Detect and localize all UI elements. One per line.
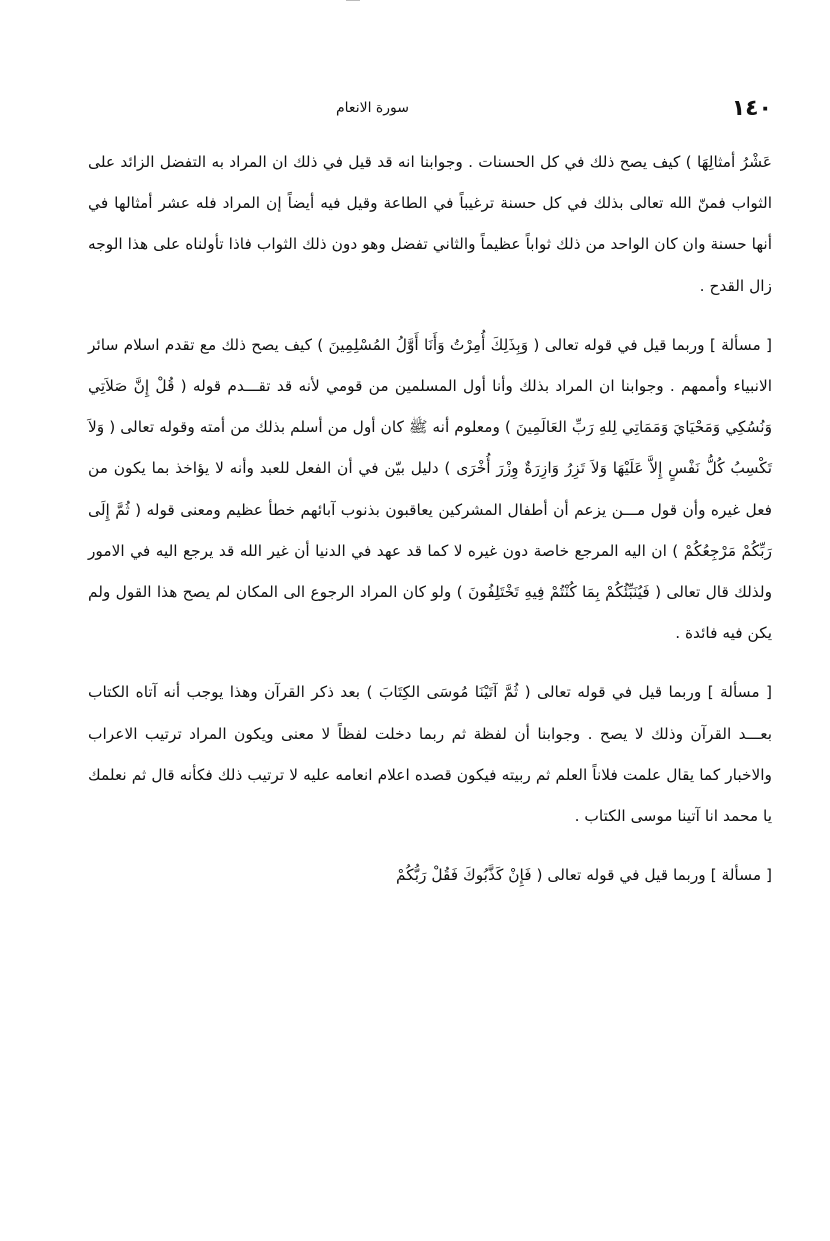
page-header xyxy=(88,88,772,132)
paragraph-continuation: عَشْرُ أمثالِهَا ) كيف يصح ذلك في كل الحسنات . وجوابنا انه قد قيل في ذلك ان المراد به التفضل الزائد على الثواب فمنّ الله تعالى بذلك في كل حسنة ترغيباً في الطاعة وقيل فيه أيضاً إن المراد فله عشر أمثالها في أنها حسنة وان كان الواحد من ذلك ثواباً عظيماً والثاني تفضل وهو دون ذلك الثواب فاذا تأولناه على هذا الوجه زال القدح . xyxy=(88,153,772,295)
running-title: سورة الانعام xyxy=(336,100,409,116)
paragraph-question: [ مسألة ] وربما قيل في قوله تعالى ( ثُمَّ آتَيْنَا مُوسَى الكِتَابَ ) بعد ذكر القرآن وهذا يوجب أنه آتاه الكتاب بعـــد القرآن وذلك لا يصح . وجوابنا أن لفظة ثم ربما دخلت لفظاً لا معنى ويكون المراد ترتيب الاعراب والاخبار كما يقال علمت فلاناً العلم ثم ربيته فيكون قصده اعلام انعامه عليه لا ترتيب ذلك فكأنه قال ثم نعلمك يا محمد انا آتينا موسى الكتاب . xyxy=(88,683,772,826)
top-ornament xyxy=(346,0,360,6)
paragraph-question: [ مسألة ] وربما قيل في قوله تعالى ( وَبِذَلِكَ أُمِرْتُ وَأَنَا أَوَّلُ المُسْلِمِينَ ) كيف يصح ذلك مع تقدم اسلام سائر الانبياء وأممهم . وجوابنا ان المراد بذلك وأنا أول المسلمين من قومي لأنه قد تقـــدم قوله ( قُلْ إِنَّ صَلاَتِي وَنُسُكِي وَمَحْيَايَ وَمَمَاتِي لِلهِ رَبِّ العَالَمِينَ ) ومعلوم أنه ﷺ كان أول من أسلم بذلك من أمته وقوله تعالى ( وَلاَ تَكْسِبُ كُلُّ نَفْسٍ إِلاَّ عَلَيْهَا وَلاَ تَزِرُ وَازِرَةٌ وِزْرَ أُخْرَى ) دليل بيّن في أن الفعل للعبد وأنه لا يؤاخذ بما يكون من فعل غيره وأن قول مـــن يزعم أن أطفال المشركين يعاقبون بذنوب آبائهم خطأ عظيم ومعنى قوله ( ثُمَّ إِلَى رَبِّكُمْ مَرْجِعُكُمْ ) ان اليه المرجع خاصة دون غيره لا كما قد عهد في الدنيا أن غير الله قد يرجع اليه في الامور ولذلك قال تعالى ( فَيُنَبِّئُكُمْ بِمَا كُنْتُمْ فِيهِ تَخْتَلِفُونَ ) ولو كان المراد الرجوع الى المكان لم يصح هذا القول ولم يكن فيه فائدة . xyxy=(88,335,772,643)
page xyxy=(88,88,772,1208)
paragraph-question: [ مسألة ] وربما قيل في قوله تعالى ( فَإِنْ كَذَّبُوكَ فَقُلْ رَبُّكُمْ xyxy=(396,866,772,885)
page-number: ١٤٠ xyxy=(731,96,772,121)
body-text xyxy=(88,142,772,896)
